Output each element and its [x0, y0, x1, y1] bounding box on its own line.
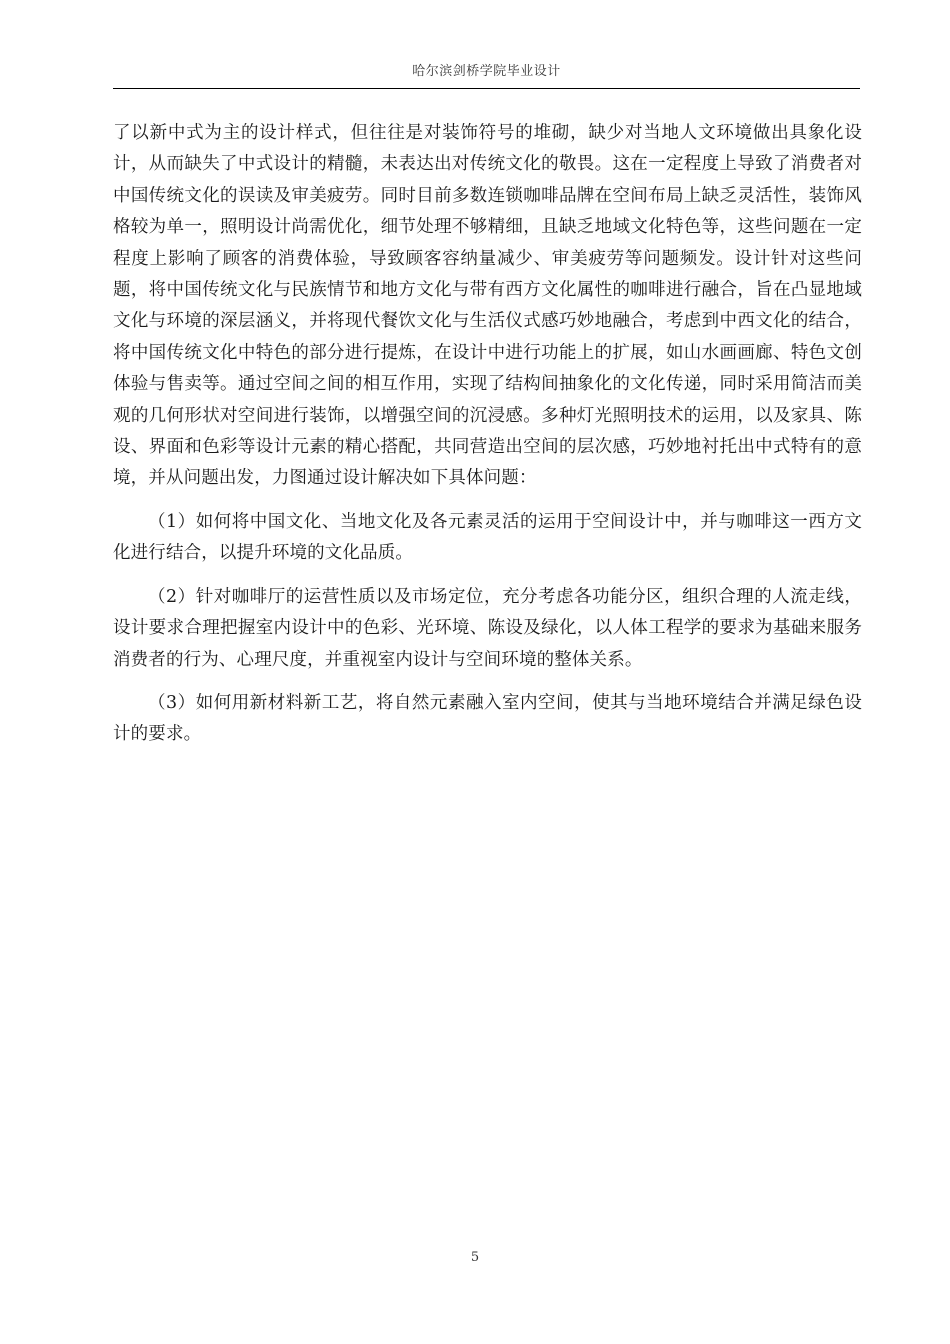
- body-paragraph: 了以新中式为主的设计样式，但往往是对装饰符号的堆砌，缺少对当地人文环境做出具象化设计，从而缺失了中式设计的精髓，未表达出对传统文化的敬畏。这在一定程度上导致了消费者对中国传统文化的误读及审美疲劳。同时目前多数连锁咖啡品牌在空间布局上缺乏灵活性，装饰风格较为单一，照明设计尚需优化，细节处理不够精细，且缺乏地域文化特色等，这些问题在一定程度上影响了顾客的消费体验，导致顾客容纳量减少、审美疲劳等问题频发。设计针对这些问题，将中国传统文化与民族情节和地方文化与带有西方文化属性的咖啡进行融合，旨在凸显地域文化与环境的深层涵义，并将现代餐饮文化与生活仪式感巧妙地融合，考虑到中西文化的结合，将中国传统文化中特色的部分进行提炼，在设计中进行功能上的扩展，如山水画画廊、特色文创体验与售卖等。通过空间之间的相互作用，实现了结构间抽象化的文化传递，同时采用简洁而美观的几何形状对空间进行装饰，以增强空间的沉浸感。多种灯光照明技术的运用，以及家具、陈设、界面和色彩等设计元素的精心搭配，共同营造出空间的层次感，巧妙地衬托出中式特有的意境，并从问题出发，力图通过设计解决如下具体问题：: [113, 123, 862, 489]
- problem-item-1: （1）如何将中国文化、当地文化及各元素灵活的运用于空间设计中，并与咖啡这一西方文化进行结合，以提升环境的文化品质。: [113, 511, 862, 564]
- body-text: [113, 118, 862, 751]
- running-header: 哈尔滨剑桥学院毕业设计: [412, 64, 561, 79]
- problem-item-3: （3）如何用新材料新工艺，将自然元素融入室内空间，使其与当地环境结合并满足绿色设计的要求。: [113, 692, 862, 745]
- header-divider: [113, 88, 860, 89]
- problem-item-2: （2）针对咖啡厅的运营性质以及市场定位，充分考虑各功能分区，组织合理的人流走线，设计要求合理把握室内设计中的色彩、光环境、陈设及绿化，以人体工程学的要求为基础来服务消费者的行为、心理尺度，并重视室内设计与空间环境的整体关系。: [113, 586, 862, 670]
- page-number: 5: [470, 1250, 480, 1265]
